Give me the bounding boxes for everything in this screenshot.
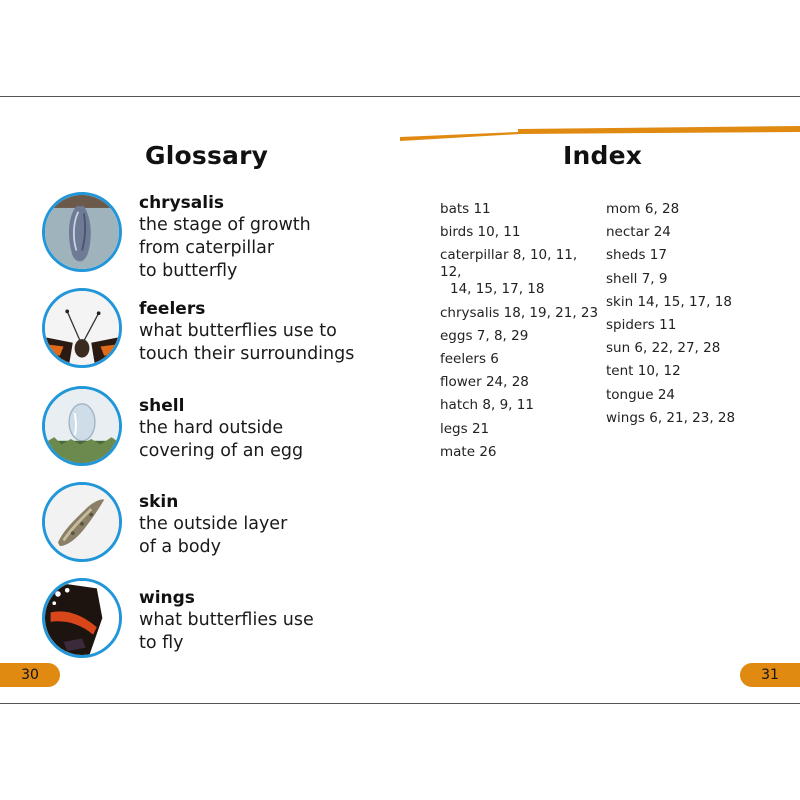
- index-item: legs 21: [440, 420, 490, 437]
- index-item: mom 6, 28: [606, 201, 680, 217]
- glossary-term: wings: [139, 588, 195, 608]
- glossary-definition-line: the hard outside: [139, 418, 284, 438]
- shed-skin-photo: [42, 482, 122, 562]
- glossary-definition-line: from caterpillar: [139, 238, 275, 258]
- glossary-definition-line: what butterflies use: [139, 610, 314, 630]
- index-item: eggs 7, 8, 29: [440, 327, 529, 344]
- index-title: Index: [563, 141, 643, 170]
- index-item: tongue 24: [606, 386, 676, 403]
- index-column-1: [440, 201, 600, 467]
- glossary-entry-skin: [0, 491, 400, 581]
- index-item: birds 10, 11: [440, 224, 521, 241]
- glossary-entry-shell: [0, 395, 400, 485]
- glossary-definition-line: covering of an egg: [139, 441, 304, 461]
- chrysalis-photo: [42, 192, 122, 272]
- index-item: 14, 15, 17, 18: [450, 281, 545, 298]
- glossary-definition-line: of a body: [139, 537, 221, 557]
- glossary-definition-line: the outside layer: [139, 514, 288, 534]
- butterfly-wings-photo: [42, 578, 122, 658]
- glossary-definition-line: touch their surroundings: [139, 344, 355, 364]
- index-item: chrysalis 18, 19, 21, 23: [440, 304, 599, 321]
- index-item: sun 6, 22, 27, 28: [606, 340, 721, 357]
- butterfly-feelers-photo: [42, 288, 122, 368]
- index-item: wings 6, 21, 23, 28: [606, 409, 736, 426]
- glossary-term: chrysalis: [139, 193, 225, 213]
- glossary-entry-chrysalis: [0, 192, 400, 282]
- index-item: flower 24, 28: [440, 374, 529, 391]
- index-item: sheds 17: [606, 247, 667, 264]
- glossary-entry-feelers: [0, 298, 400, 388]
- index-page: [400, 97, 800, 703]
- glossary-term: shell: [139, 396, 185, 416]
- index-column-2: [606, 201, 766, 433]
- glossary-page: [0, 97, 400, 703]
- index-item: caterpillar 8, 10, 11, 12,: [440, 247, 578, 281]
- index-item: mate 26: [440, 443, 497, 460]
- page-number-right: 31: [740, 663, 800, 687]
- glossary-title: Glossary: [145, 141, 269, 170]
- index-item: shell 7, 9: [606, 270, 668, 287]
- index-item: skin 14, 15, 17, 18: [606, 293, 732, 310]
- glossary-definition-line: to fly: [139, 633, 184, 653]
- glossary-definition-line: the stage of growth: [139, 215, 311, 235]
- index-item: nectar 24: [606, 224, 671, 241]
- page-number-left: 30: [0, 663, 60, 687]
- index-item: bats 11: [440, 201, 491, 217]
- glossary-definition-line: to butterfly: [139, 261, 238, 281]
- index-item: hatch 8, 9, 11: [440, 397, 534, 414]
- egg-shell-photo: [42, 386, 122, 466]
- glossary-definition-line: what butterflies use to: [139, 321, 337, 341]
- book-spread: [0, 96, 800, 704]
- glossary-entry-wings: [0, 587, 400, 677]
- index-item: tent 10, 12: [606, 363, 681, 380]
- index-item: spiders 11: [606, 316, 677, 333]
- glossary-term: feelers: [139, 299, 206, 319]
- index-item: feelers 6: [440, 350, 499, 367]
- glossary-term: skin: [139, 492, 179, 512]
